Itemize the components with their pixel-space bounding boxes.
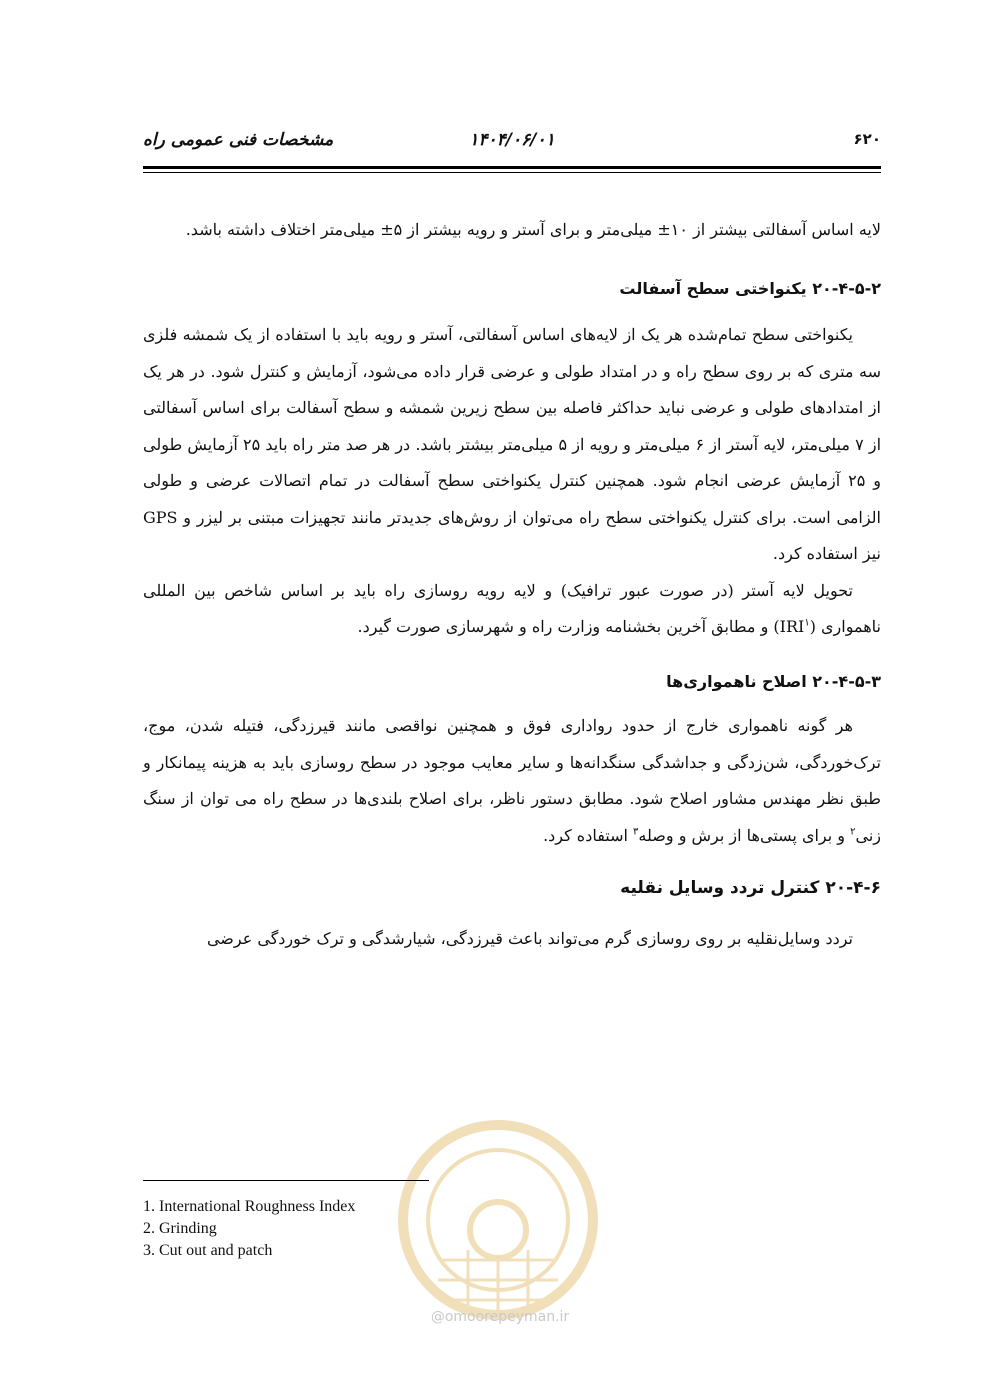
header-rule-thin: [143, 172, 881, 173]
paragraph-irregularities: [143, 708, 881, 854]
footnotes: [143, 1196, 643, 1262]
footnote-separator: [143, 1180, 429, 1181]
section-heading-irregularities: ۲۰-۴-۵-۳ اصلاح ناهمواری‌ها: [666, 671, 881, 691]
section-heading-traffic-control: ۲۰-۴-۶ کنترل تردد وسایل نقلیه: [620, 878, 881, 898]
watermark-url: @omoorepeyman.ir: [430, 1309, 570, 1325]
footnote-2: 2. Grinding: [143, 1220, 217, 1237]
paragraph-iri: [143, 573, 881, 646]
footnote-3: 3. Cut out and patch: [143, 1242, 273, 1259]
page-number: ۶۲۰: [853, 130, 881, 148]
header-date: ۱۴۰۴/۰۶/۰۱: [469, 130, 555, 150]
paragraph-iri-text-a: تحویل لایه آستر (در صورت عبور ترافیک) و لایه رویه روسازی راه باید بر اساس شاخص بین المللی ناهمواری (IRI: [143, 580, 881, 636]
footnote-ref-2: ۲: [850, 826, 856, 838]
header-title: مشخصات فنی عمومی راه: [143, 130, 334, 150]
paragraph-irregularities-text-c: استفاده کرد.: [543, 825, 634, 845]
footnote-ref-3: ۳: [633, 826, 639, 838]
paragraph-irregularities-text-a: هر گونه ناهمواری خارج از حدود رواداری فوق و همچنین نواقصی مانند قیرزدگی، فتیله شدن، موج، ترک‌خوردگی، شن‌زدگی و جداشدگی سنگدانه‌ها و سایر معایب موجود در سطح روسازی باید به هزینه پیمانکار و طبق نظر مهندس مشاور اصلاح شود. مطابق دستور ناظر، برای اصلاح بلندی‌ها در سطح راه می توان از سنگ زنی: [143, 716, 881, 845]
paragraph-continued: لایه اساس آسفالتی بیشتر از ۱۰± میلی‌متر و برای آستر و رویه بیشتر از ۵± میلی‌متر اختلاف داشته باشد.: [185, 220, 881, 239]
paragraph-traffic: تردد وسایل‌نقلیه بر روی روسازی گرم می‌تواند باعث قیرزدگی، شیارشدگی و ترک خوردگی عرضی: [206, 928, 853, 948]
paragraph-uniformity: یکنواختی سطح تمام‌شده هر یک از لایه‌های اساس آسفالتی، آستر و رویه باید با استفاده از یک شمشه فلزی سه متری که بر روی سطح راه و در امتداد طولی و عرضی قرار داده می‌شود، آزمایش و کنترل شود. در هر یک از امتدادهای طولی و عرضی نباید حداکثر فاصله بین سطح زیرین شمشه و سطح آسفالت برای اساس آسفالتی از ۷ میلی‌متر، لایه آستر از ۶ میلی‌متر و رویه از ۵ میلی‌متر بیشتر باشد. در هر صد متر راه باید ۲۵ آزمایش طولی و ۲۵ آزمایش عرضی انجام شود. همچنین کنترل یکنواختی سطح آسفالت در تمام اتصالات عرضی و طولی الزامی است. برای کنترل یکنواختی سطح راه می‌توان از روش‌های جدیدتر مانند تجهیزات مبتنی بر لیزر و GPS نیز استفاده کرد.: [143, 325, 882, 563]
section-heading-asphalt-uniformity: ۲۰-۴-۵-۲ یکنواختی سطح آسفالت: [619, 278, 881, 298]
paragraph-iri-text-b: ) و مطابق آخرین بخشنامه وزارت راه و شهرسازی صورت گیرد.: [357, 617, 780, 636]
page-header: [143, 128, 881, 158]
paragraph-irregularities-text-b: و برای پستی‌ها از برش و وصله: [638, 825, 851, 845]
footnote-ref-1: ۱: [804, 617, 810, 629]
document-body: [143, 212, 881, 957]
header-rule-thick: [143, 166, 881, 169]
footnote-1: 1. International Roughness Index: [143, 1198, 356, 1215]
